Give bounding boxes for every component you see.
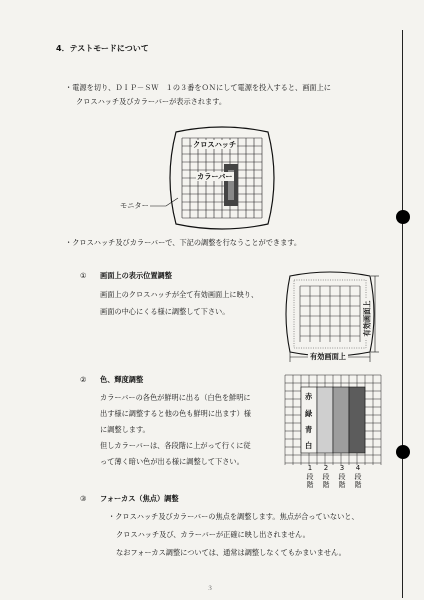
step-3-word2: 階: [338, 481, 346, 489]
colorbar-step-2: [317, 387, 333, 453]
step-label-4: [352, 464, 364, 490]
item2-number: ②: [80, 375, 87, 384]
item1-number: ①: [80, 271, 87, 280]
step-1-word2: 階: [306, 481, 314, 489]
item3-number: ③: [80, 494, 87, 503]
item1-line-1: 画面上のクロスハッチが全て有効画面上に映り、: [100, 290, 259, 299]
item1-title: 画面上の表示位置調整: [100, 271, 172, 280]
colorbar-step-3: [333, 387, 349, 453]
item2-line-2: 出す様に調整すると他の色も鮮明に出ます）様: [100, 409, 251, 418]
step-1-word: 段: [306, 472, 314, 481]
step-4-word2: 階: [354, 481, 362, 489]
item3-line-3: なおフォーカス調整については、通常は調整しなくてもかまいません。: [116, 548, 346, 557]
item2-title: 色、輝度調整: [100, 375, 144, 384]
step-2-num: 2: [323, 464, 329, 472]
item3-title: フォーカス（焦点）調整: [100, 494, 179, 503]
section-title: 4．テストモードについて: [56, 44, 149, 53]
color-red: 赤: [305, 392, 313, 401]
step-4-word: 段: [354, 472, 362, 481]
effective-label-v: 有効画面上: [362, 300, 372, 337]
step-4-num: 4: [355, 464, 361, 472]
color-green: 緑: [305, 409, 313, 418]
intro-line-1: ・電源を切り、ＤＩＰ－ＳＷ １の３番をＯＮにして電源を投入すると、画面上に: [65, 83, 331, 92]
colorbar-label: カラーバー: [197, 172, 233, 181]
step-2-word2: 階: [322, 481, 330, 489]
item2-line-5: って薄く暗い色が出る様に調整して下さい。: [100, 457, 244, 466]
effective-label-h: 有効画面上: [310, 352, 346, 361]
crosshatch-label: クロスハッチ: [193, 140, 237, 149]
step-2-word: 段: [322, 472, 330, 481]
item2-line-1: カラーバーの各色が鮮明に出る（白色を鮮明に: [100, 393, 251, 402]
color-blue: 青: [305, 425, 313, 434]
item1-line-2: 画面の中心にくる様に調整して下さい。: [100, 307, 230, 316]
step-label-2: [320, 464, 332, 490]
adjust-intro: ・クロスハッチ及びカラーバーで、下記の調整を行なうことができます。: [65, 238, 302, 247]
step-3-num: 3: [339, 464, 345, 472]
item3-line-2: クロスハッチ及び、カラーバーが正確に映し出されません。: [116, 530, 310, 539]
step-label-3: [336, 464, 348, 490]
item2-line-4: 但しカラーバーは、各段階に上がって行くに従: [100, 441, 251, 450]
page-number: ３: [207, 585, 214, 592]
item2-line-3: に調整します。: [100, 425, 150, 434]
colorbar-step-4: [349, 387, 365, 453]
item3-line-1: ・クロスハッチ及びカラーバーの焦点を調整します。焦点が合っていないと、: [108, 512, 359, 521]
step-label-1: [304, 464, 316, 490]
step-1-num: 1: [307, 464, 313, 472]
color-white: 白: [305, 441, 313, 450]
intro-line-2: クロスハッチ及びカラーバーが表示されます。: [76, 97, 227, 106]
step-3-word: 段: [338, 472, 346, 481]
monitor-label: モニター: [120, 201, 149, 210]
